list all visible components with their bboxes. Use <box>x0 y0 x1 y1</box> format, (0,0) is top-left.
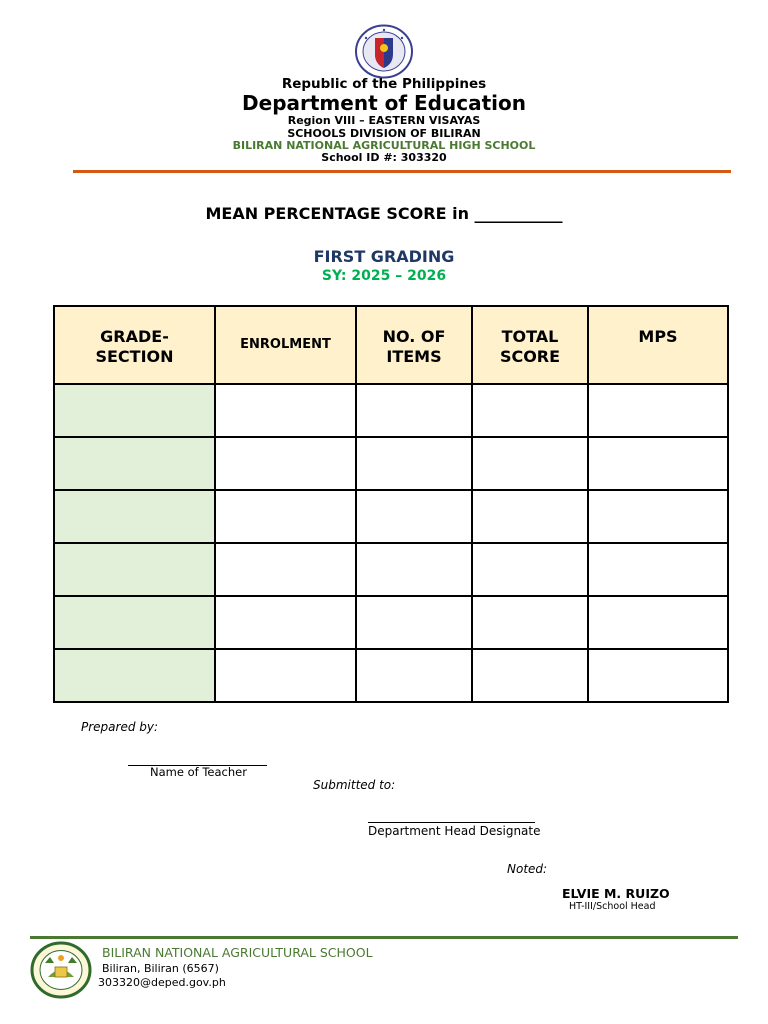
cell-total-score[interactable] <box>472 384 588 437</box>
table-row <box>54 596 728 649</box>
republic-line: Republic of the Philippines <box>281 76 487 92</box>
school-logo-icon <box>30 941 92 999</box>
cell-no-of-items[interactable] <box>356 437 472 490</box>
deped-seal-icon <box>354 24 414 79</box>
header-grade-section-label: GRADE- SECTION <box>95 327 174 366</box>
cell-mps[interactable] <box>588 490 728 543</box>
header-grade-section <box>54 306 215 384</box>
dept-head-label: Department Head Designate <box>368 824 541 838</box>
school-id: School ID #: 303320 <box>321 151 447 164</box>
cell-grade-section[interactable] <box>54 596 215 649</box>
table-row <box>54 437 728 490</box>
cell-mps[interactable] <box>588 437 728 490</box>
header-enrolment-label: ENROLMENT <box>240 337 331 352</box>
cell-no-of-items[interactable] <box>356 490 472 543</box>
school-year: SY: 2025 – 2026 <box>321 268 447 284</box>
table-row <box>54 649 728 702</box>
cell-no-of-items[interactable] <box>356 543 472 596</box>
cell-grade-section[interactable] <box>54 649 215 702</box>
header-enrolment <box>215 306 356 384</box>
cell-no-of-items[interactable] <box>356 596 472 649</box>
cell-enrolment[interactable] <box>215 649 356 702</box>
cell-mps[interactable] <box>588 649 728 702</box>
footer-divider <box>30 936 738 939</box>
cell-enrolment[interactable] <box>215 596 356 649</box>
cell-total-score[interactable] <box>472 649 588 702</box>
cell-grade-section[interactable] <box>54 437 215 490</box>
cell-enrolment[interactable] <box>215 437 356 490</box>
header-divider <box>73 170 731 173</box>
grading-period: FIRST GRADING <box>313 247 455 266</box>
teacher-name-label: Name of Teacher <box>150 765 247 779</box>
cell-no-of-items[interactable] <box>356 384 472 437</box>
table-row <box>54 543 728 596</box>
cell-total-score[interactable] <box>472 490 588 543</box>
header-total-score-label: TOTAL SCORE <box>499 327 561 366</box>
noted-label: Noted: <box>507 862 548 876</box>
cell-total-score[interactable] <box>472 437 588 490</box>
table-row <box>54 384 728 437</box>
cell-grade-section[interactable] <box>54 490 215 543</box>
division-line: SCHOOLS DIVISION OF BILIRAN <box>287 127 481 140</box>
school-name: BILIRAN NATIONAL AGRICULTURAL HIGH SCHOOL <box>232 139 536 152</box>
cell-enrolment[interactable] <box>215 543 356 596</box>
header-no-of-items-label: NO. OF ITEMS <box>382 327 446 366</box>
header-total-score <box>472 306 588 384</box>
footer-email: 303320@deped.gov.ph <box>98 976 226 989</box>
cell-mps[interactable] <box>588 596 728 649</box>
submitted-to-label: Submitted to: <box>313 778 396 792</box>
cell-enrolment[interactable] <box>215 384 356 437</box>
region-line: Region VIII – EASTERN VISAYAS <box>287 114 481 127</box>
school-head-name: ELVIE M. RUIZO <box>562 886 670 901</box>
header-no-of-items <box>356 306 472 384</box>
dept-head-signature-line <box>368 822 535 823</box>
cell-grade-section[interactable] <box>54 543 215 596</box>
prepared-by-label: Prepared by: <box>81 720 159 734</box>
table-header-row <box>54 306 728 384</box>
footer-address: Biliran, Biliran (6567) <box>102 962 219 975</box>
footer-school-name: BILIRAN NATIONAL AGRICULTURAL SCHOOL <box>102 945 373 960</box>
department-title: Department of Education <box>242 91 526 115</box>
cell-total-score[interactable] <box>472 596 588 649</box>
cell-no-of-items[interactable] <box>356 649 472 702</box>
cell-enrolment[interactable] <box>215 490 356 543</box>
cell-total-score[interactable] <box>472 543 588 596</box>
page-title: MEAN PERCENTAGE SCORE in ___________ <box>205 204 563 223</box>
cell-mps[interactable] <box>588 543 728 596</box>
school-head-title: HT-III/School Head <box>569 901 656 912</box>
table-row <box>54 490 728 543</box>
cell-grade-section[interactable] <box>54 384 215 437</box>
mps-table <box>53 305 729 703</box>
header-mps-label: MPS <box>638 327 678 346</box>
cell-mps[interactable] <box>588 384 728 437</box>
header-mps <box>588 306 728 384</box>
